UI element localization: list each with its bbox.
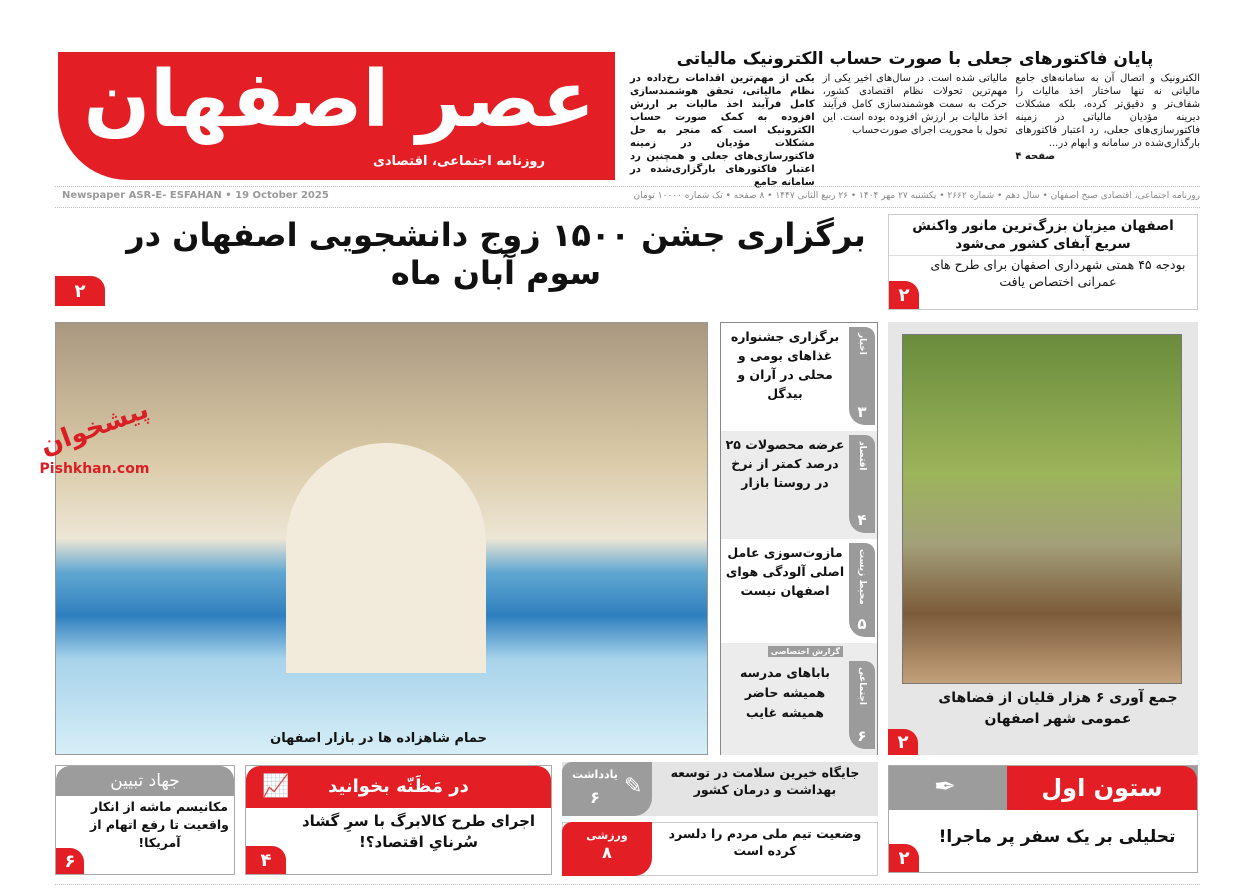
right-photo-page: ۲ (888, 729, 918, 755)
middle-item-text: برگزاری جشنواره غذاهای بومی و محلی در آران و بیدگل (730, 329, 840, 401)
dar-maghane-box[interactable] (245, 765, 552, 875)
section-page: ۳ (857, 403, 867, 421)
fountain-pen-icon: ✒ (934, 772, 956, 802)
section-label: اقتصاد (857, 441, 867, 471)
section-tab (849, 435, 875, 533)
middle-item[interactable] (721, 431, 877, 539)
right-top-box[interactable] (888, 214, 1198, 310)
photo-arch (286, 443, 486, 673)
section-tab (849, 327, 875, 425)
divider (55, 884, 1200, 885)
middle-item-text: باباهای مدرسه همیشه حاضر همیشه غایب (740, 665, 830, 720)
varzeshi-tab (562, 822, 652, 876)
varzeshi-text: وضعیت تیم ملی مردم را دلسرد کرده است (668, 826, 862, 858)
top-story-page-ref[interactable]: صفحه ۴ (1015, 151, 1056, 162)
issue-meta-english: Newspaper ASR-E- ESFAHAN • 19 October 2025 (62, 190, 329, 201)
yaddasht-item[interactable] (562, 762, 878, 816)
masthead-logo (58, 52, 615, 180)
section-page: ۴ (857, 511, 867, 529)
feather-icon: ✎ (624, 774, 643, 799)
right-photo-caption: جمع آوری ۶ هزار قلیان از فضاهای عمومی شهر اصفهان (938, 690, 1178, 727)
section-page: ۵ (857, 615, 867, 633)
right-top-page: ۲ (889, 281, 919, 309)
jahad-tabyin-box[interactable] (55, 765, 235, 875)
section-label: محیط زیست (857, 549, 867, 605)
newspaper-name: عصر اصفهان (83, 55, 595, 145)
section-label: اخبار (857, 333, 867, 355)
section-label: اجتماعی (857, 667, 867, 705)
section-label: یادداشت (572, 768, 618, 781)
right-top-headline: اصفهان میزبان بزرگ‌ترین مانور واکنش سریع آبفای کشور می‌شود (912, 218, 1174, 252)
main-headline[interactable]: برگزاری جشن ۱۵۰۰ زوج دانشجویی اصفهان در سوم آبان ماه (126, 216, 866, 292)
middle-item-text: عرضه محصولات ۲۵ درصد کمتر از نرخ در روستا بازار (725, 437, 845, 490)
middle-item[interactable] (721, 643, 877, 755)
sotun-title: تحلیلی بر یک سفر پر ماجرا! (938, 827, 1176, 847)
issue-meta: روزنامه اجتماعی، اقتصادی صبح اصفهان • سال دهم • شماره ۲۶۶۲ • یکشنبه ۲۷ مهر ۱۴۰۴ • ۲۶ ربیع الثانی ۱۴۴۷ • ۸ صفحه • تک شماره ۱۰۰۰۰ تومان (633, 191, 1200, 201)
middle-column (720, 322, 878, 755)
dar-maghane-title: اجرای طرح کالابرگ با سرِ گشاد سُرنایِ اقتصاد؟! (301, 812, 536, 851)
section-page: ۸ (602, 843, 612, 862)
newspaper-subtitle: روزنامه اجتماعی، اقتصادی (372, 154, 545, 169)
top-story-col3-wrap (1015, 72, 1200, 189)
section-tab (849, 661, 875, 749)
top-story-col1: یکی از مهم‌ترین اقدامات رخ‌داده در نظام مالیاتی، تحقق هوشمندسازی کامل فرآیند اخذ مالیات بر ارزش افزوده به کمک صورت حساب الکترونیک است که منجر به حل مشکلات مؤدیان در زمینه فاکتورسازی‌های جعلی و همچنین رد اعتبار فاکتورهای بارگزاری‌شده در سامانه جامع (630, 73, 815, 188)
right-top-sub: بودجه ۴۵ همتی شهرداری اصفهان برای طرح های عمرانی اختصاص یافت (889, 255, 1197, 292)
main-headline-page: ۲ (55, 276, 105, 306)
section-tab (849, 543, 875, 637)
section-page: ۶ (590, 788, 600, 807)
trend-chart-icon: 📈 (262, 774, 290, 799)
jahad-page: ۶ (56, 848, 84, 874)
watermark-fa: پیشخوان (36, 394, 153, 462)
exclusive-tag: گزارش اختصاصی (768, 646, 843, 657)
dar-maghane-label: در مَظَنّه بخوانید (328, 776, 469, 797)
right-photo-box[interactable] (888, 322, 1198, 755)
sotun-page: ۲ (889, 844, 919, 872)
dar-maghane-header (246, 766, 551, 808)
middle-item-text: مازوت‌سوزی عامل اصلی آلودگی هوای اصفهان نیست (725, 545, 845, 598)
middle-item[interactable] (721, 539, 877, 643)
pishkhan-watermark (36, 394, 153, 478)
sotun-label: ستون اول (1007, 766, 1197, 810)
right-photo (902, 334, 1182, 684)
section-page: ۶ (857, 727, 867, 745)
top-story-col3: الکترونیک و اتصال آن به سامانه‌های جامع مالیاتی نه تنها ساختار اخذ مالیات را شفاف‌تر و دقیق‌تر کرده، بلکه مشکلات دیرینه مؤدیان مالیاتی در زمینه فاکتورسازی‌های جعلی، رد اعتبار فاکتورهای بارگذاری‌شده در سامانه و ابهام در... (1015, 73, 1201, 149)
top-story-col2: مالیاتی شده است. در سال‌های اخیر یکی از مهم‌ترین تحولات نظام اقتصادی کشور، حرکت به سمت هوشمندسازی کامل فرآیند اخذ مالیات بر ارزش افزوده بوده است. این تحول با محوریت اجرای صورت‌حساب (822, 73, 1008, 136)
main-photo (55, 322, 708, 755)
section-label: ورزشی (586, 829, 628, 842)
dar-maghane-page: ۴ (246, 846, 286, 874)
varzeshi-item[interactable] (562, 822, 878, 876)
sotun-aval-box[interactable] (888, 765, 1198, 873)
jahad-title: مکانیسم ماشه از انکار واقعیت تا رفع اتهام از آمریکا! (90, 799, 229, 850)
main-photo-caption: حمام شاهزاده ها در بازار اصفهان (270, 731, 487, 746)
yaddasht-text: جایگاه خیرین سلامت در توسعه بهداشت و درمان کشور (670, 765, 860, 797)
watermark-en: Pishkhan.com (39, 461, 150, 477)
divider (55, 186, 1200, 187)
top-story-title[interactable]: پایان فاکتورهای جعلی با صورت حساب الکترونیک مالیاتی (676, 49, 1154, 69)
yaddasht-tab (562, 762, 652, 816)
top-story-columns (630, 72, 1200, 189)
middle-item[interactable] (721, 323, 877, 431)
jahad-label: جهاد تبیین (56, 766, 234, 796)
divider (55, 207, 1200, 208)
